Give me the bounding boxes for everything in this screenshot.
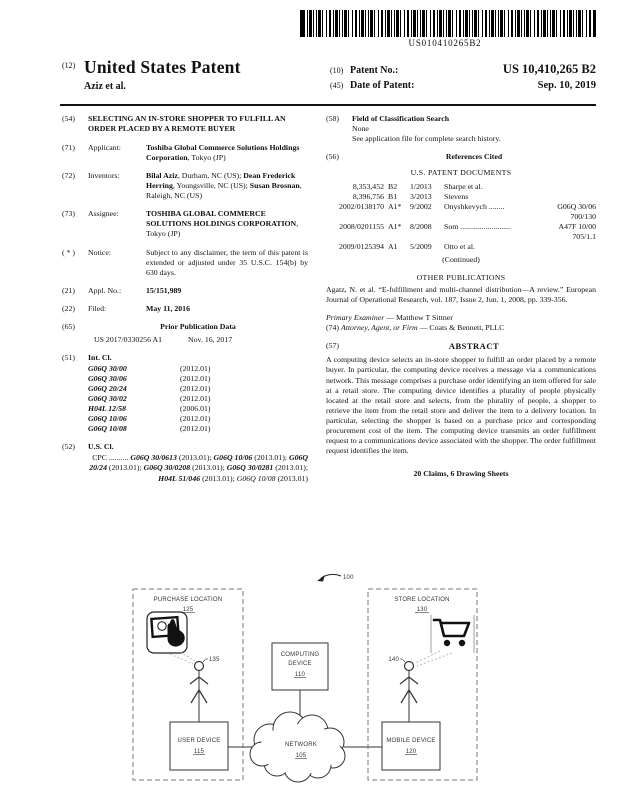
hand-touchscreen-icon (147, 612, 187, 653)
abstract-section (326, 341, 596, 456)
examiner-attorney: Primary Examiner — Matthew T Sittner (74) Attorney, Agent, or Firm — Coats & Bennett, PLLC (326, 313, 505, 333)
field-code: (52) (62, 442, 75, 452)
svg-text:100: 100 (343, 575, 354, 581)
assignee-field (62, 209, 308, 239)
field-code: (73) (62, 209, 75, 219)
header-right (330, 61, 596, 95)
table-row: 2009/0125394 A1 5/2009 Otto et al. (338, 242, 475, 252)
assignee-name: TOSHIBA GLOBAL COMMERCE SOLUTIONS HOLDINGS CORPORATION (146, 209, 297, 229)
field-code: (51) (62, 353, 75, 363)
title-field (62, 114, 308, 135)
network-cloud (250, 712, 345, 782)
patent-number: US 10,410,265 B2 (502, 62, 596, 76)
attorney-name: Coats & Bennett, PLLC (429, 323, 505, 333)
date-code: (45) (330, 81, 344, 91)
applicant-field (62, 143, 308, 163)
field-code: (58) (326, 114, 339, 123)
prior-pub-date: Nov. 16, 2017 (188, 335, 233, 345)
references-table (326, 182, 596, 253)
patent-no-label: Patent No.: (350, 65, 399, 76)
field-code: ( * ) (62, 247, 75, 257)
mobile-device-box (382, 722, 440, 770)
field-code: (22) (62, 304, 75, 314)
appl-no-field (62, 286, 308, 296)
patent-date: Sep. 10, 2019 (537, 80, 596, 92)
application-number: 15/151,989 (146, 285, 182, 295)
svg-text:140: 140 (388, 657, 399, 663)
figure-ref-arrow (317, 574, 354, 581)
inventors-list: Bilal Aziz, Durham, NC (US); Dean Frederick Herring, Youngsville, NC (US); Susan Brosnan, Raleigh, NC (US) (146, 170, 302, 201)
svg-text:DEVICE: DEVICE (288, 661, 312, 667)
field-code: (54) (62, 114, 75, 123)
examiner-label: Primary Examiner (326, 313, 385, 322)
continued-note: (Continued) (442, 254, 480, 264)
field-code: (72) (62, 170, 75, 180)
field-code: (21) (62, 285, 75, 295)
document-type: United States Patent (84, 57, 241, 77)
invention-title: SELECTING AN IN-STORE SHOPPER TO FULFILL AN ORDER PLACED BY A REMOTE BUYER (88, 114, 286, 134)
table-row: 8,353,452 B2 1/2013 Sharpe et al. (352, 181, 483, 191)
assignee-location: , Tokyo (JP) (146, 219, 299, 239)
shopping-cart-icon (431, 615, 474, 653)
references-cited (326, 152, 596, 264)
field-label: Applicant: (88, 142, 121, 152)
field-code: (71) (62, 142, 75, 152)
int-cl-heading: Int. Cl. (88, 353, 112, 363)
us-cl-field (62, 442, 308, 484)
references-heading: References Cited (445, 152, 503, 162)
field-of-search (326, 114, 596, 144)
notice-field (62, 248, 308, 278)
table-row: 2002/0138170 A1* 9/2002 Onyshkevych ........ G06Q 30/06 700/130 (338, 201, 596, 221)
user-device-box (170, 722, 228, 770)
left-column (62, 114, 308, 492)
field-label: Inventors: (88, 170, 120, 180)
svg-text:135: 135 (209, 657, 220, 663)
computing-device-box (272, 643, 328, 690)
date-label: Date of Patent: (350, 80, 415, 92)
other-publications-text: Agatz, N. et al. “E-fulfillment and multi-channel distribution—A review.” European Journal of Operational Research, vol. 187, Issue 2, Jun. 1, 2008, pp. 339-356. (326, 284, 596, 304)
svg-text:125: 125 (182, 607, 194, 613)
svg-text:105: 105 (295, 753, 307, 759)
inventor-short-line: Aziz et al. (84, 80, 126, 92)
kind-code: (12) (62, 61, 76, 70)
cpc-classification: CPC .......... G06Q 30/0613 (2013.01); G06Q 10/06 (2013.01); G06Q 20/24 (2013.01); G06Q 30/0208 (2013.01); G06Q 30/0281 (2013.01); H04L 51/046 (2013.01); G06Q 10/08 (2013.01) (89, 452, 308, 483)
svg-text:MOBILE DEVICE: MOBILE DEVICE (386, 738, 436, 744)
field-search-none: None (352, 124, 369, 134)
field-search-heading: Field of Classification Search (352, 114, 450, 123)
barcode (300, 10, 596, 37)
figure-1-diagram (0, 565, 626, 787)
table-row: 8,396,756 B1 3/2013 Stevens (352, 191, 469, 201)
header-divider (60, 104, 596, 106)
us-patent-documents-heading: U.S. PATENT DOCUMENTS (410, 167, 512, 177)
svg-text:STORE LOCATION: STORE LOCATION (394, 597, 450, 603)
prior-publication-field (62, 322, 308, 345)
svg-text:NETWORK: NETWORK (284, 742, 318, 748)
examiner-name: Matthew T Sittner (395, 313, 453, 322)
attorney-label: Attorney, Agent, or Firm (340, 323, 418, 333)
field-code: (57) (326, 341, 339, 351)
applicant-location: , Tokyo (JP) (187, 152, 226, 162)
filing-date: May 11, 2016 (146, 304, 190, 314)
field-label: Assignee: (88, 209, 119, 219)
field-label: Filed: (88, 304, 107, 314)
right-column (326, 114, 596, 492)
barcode-text: US010410265B2 (408, 38, 482, 48)
field-code: (56) (326, 152, 339, 162)
inventors-field (62, 171, 308, 201)
field-label: Notice: (88, 247, 111, 257)
svg-text:120: 120 (405, 749, 417, 755)
int-cl-field: (51) Int. Cl. G06Q 30/00 (2012.01) G06Q 30/06 (2012.01) G06Q 20/24 (2012.01) G06Q 30/02 (2012.01) H04L 12/58 (2006.01) G06Q 10/06 (2012.01) G06Q 10/08 (2012.01) (62, 353, 211, 434)
prior-pub-number: US 2017/0330256 A1 (94, 335, 163, 345)
abstract-heading: ABSTRACT (448, 341, 500, 352)
bibliographic-columns (62, 114, 596, 492)
buyer-ref-label (170, 652, 220, 664)
notice-text: Subject to any disclaimer, the term of this patent is extended or adjusted under 35 U.S.C. 154(b) by 630 days. (146, 247, 308, 277)
other-publications-heading: OTHER PUBLICATIONS (416, 272, 506, 282)
abstract-text: A computing device selects an in-store shopper to fulfill an order placed by a remote buyer. In particular, the computing device receives a message via a communications network. This message comprises a purchase order identifying an item offered for sale at a retail store. The computing device identifies a plurality of people physically located at the retail store and selects, from the plurality of people, a shopper to retrieve the item from the retail store and deliver the item to a delivery location. In particular, selecting the shopper is based on a purchase price and corresponding procurement cost of the item. The computing device transmits an order fulfillment request to a communications device associated with the shopper. The order fulfillment request identifies the item. (326, 355, 596, 456)
header-left (62, 56, 241, 93)
field-search-note: See application file for complete search history. (352, 134, 501, 144)
svg-text:110: 110 (294, 672, 306, 678)
claims-drawing-line: 20 Claims, 6 Drawing Sheets (413, 468, 509, 478)
svg-text:115: 115 (193, 749, 205, 755)
other-publications (326, 273, 596, 305)
shopper-ref-label (388, 651, 452, 666)
svg-text:USER DEVICE: USER DEVICE (177, 738, 221, 744)
patent-no-code: (10) (330, 66, 344, 75)
svg-text:COMPUTING: COMPUTING (280, 652, 320, 658)
svg-text:PURCHASE LOCATION: PURCHASE LOCATION (153, 597, 223, 603)
svg-text:130: 130 (416, 607, 428, 613)
field-code: (65) (62, 322, 75, 332)
applicant-name: Toshiba Global Commerce Solutions Holdings Corporation (146, 142, 300, 162)
table-row: 2008/0201155 A1* 8/2008 Som .......................... A47F 10/00 705/1.1 (339, 222, 596, 242)
filed-field (62, 304, 308, 314)
prior-pub-heading: Prior Publication Data (160, 322, 236, 332)
us-cl-heading: U.S. Cl. (88, 442, 114, 452)
field-label: Appl. No.: (88, 285, 122, 295)
